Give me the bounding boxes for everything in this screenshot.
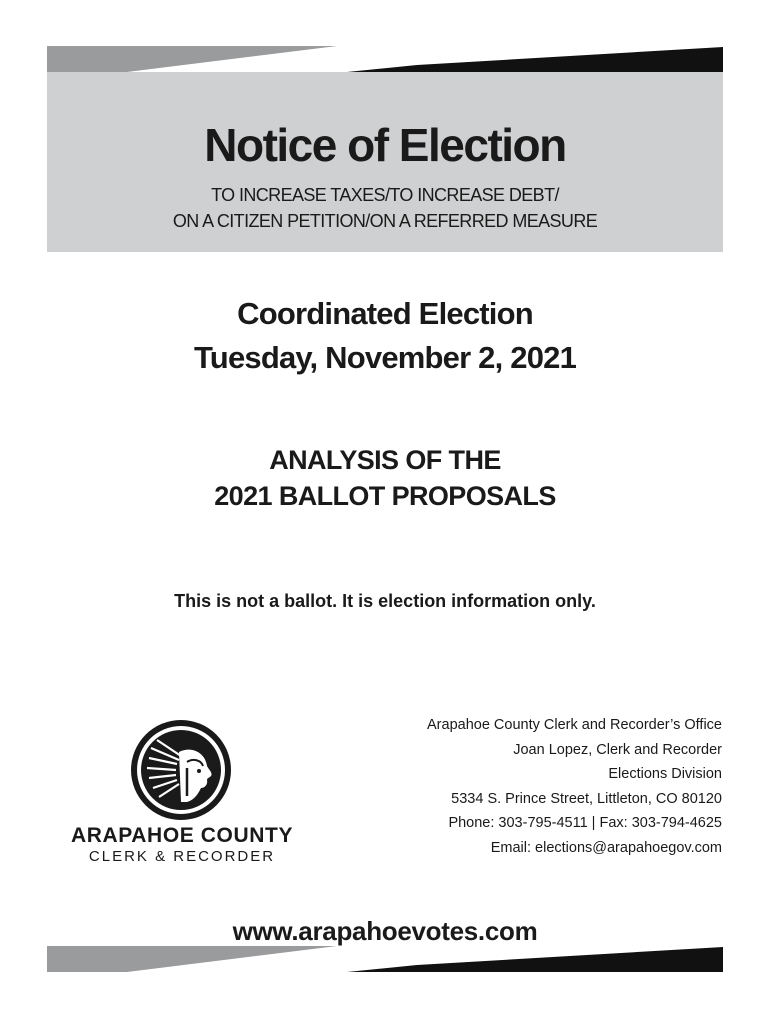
contact-info — [427, 713, 722, 860]
disclaimer-block — [0, 591, 770, 612]
logo-county-name: ARAPAHOE COUNTY — [70, 824, 294, 847]
election-name: Coordinated Election — [237, 296, 533, 331]
contact-office: Arapahoe County Clerk and Recorder’s Office — [427, 717, 722, 733]
arapahoe-seal-icon — [129, 718, 233, 822]
analysis-heading — [0, 442, 770, 514]
contact-phone-fax: Phone: 303-795-4511 | Fax: 303-794-4625 — [448, 815, 722, 831]
notice-subtitle-line1: TO INCREASE TAXES/TO INCREASE DEBT/ — [211, 185, 559, 205]
contact-email: Email: elections@arapahoegov.com — [490, 839, 722, 856]
election-info — [0, 292, 770, 380]
contact-clerk: Joan Lopez, Clerk and Recorder — [513, 741, 722, 758]
bottom-decorative-band — [47, 946, 723, 972]
top-decorative-band — [47, 46, 723, 72]
county-logo — [47, 718, 317, 868]
contact-division: Elections Division — [608, 766, 722, 782]
website-block — [0, 916, 770, 947]
notice-subtitle-line2: ON A CITIZEN PETITION/ON A REFERRED MEASURE — [172, 211, 598, 231]
notice-title: Notice of Election — [204, 119, 566, 171]
contact-address: 5334 S. Prince Street, Littleton, CO 80120 — [451, 790, 722, 807]
website-link[interactable]: www.arapahoevotes.com — [232, 916, 538, 946]
logo-subtitle: CLERK & RECORDER — [88, 848, 276, 865]
header-box — [47, 72, 723, 252]
disclaimer-text: This is not a ballot. It is election information only. — [174, 591, 596, 611]
analysis-line1: ANALYSIS OF THE — [269, 445, 501, 475]
election-date: Tuesday, November 2, 2021 — [193, 340, 577, 375]
analysis-line2: 2021 BALLOT PROPOSALS — [214, 481, 556, 511]
